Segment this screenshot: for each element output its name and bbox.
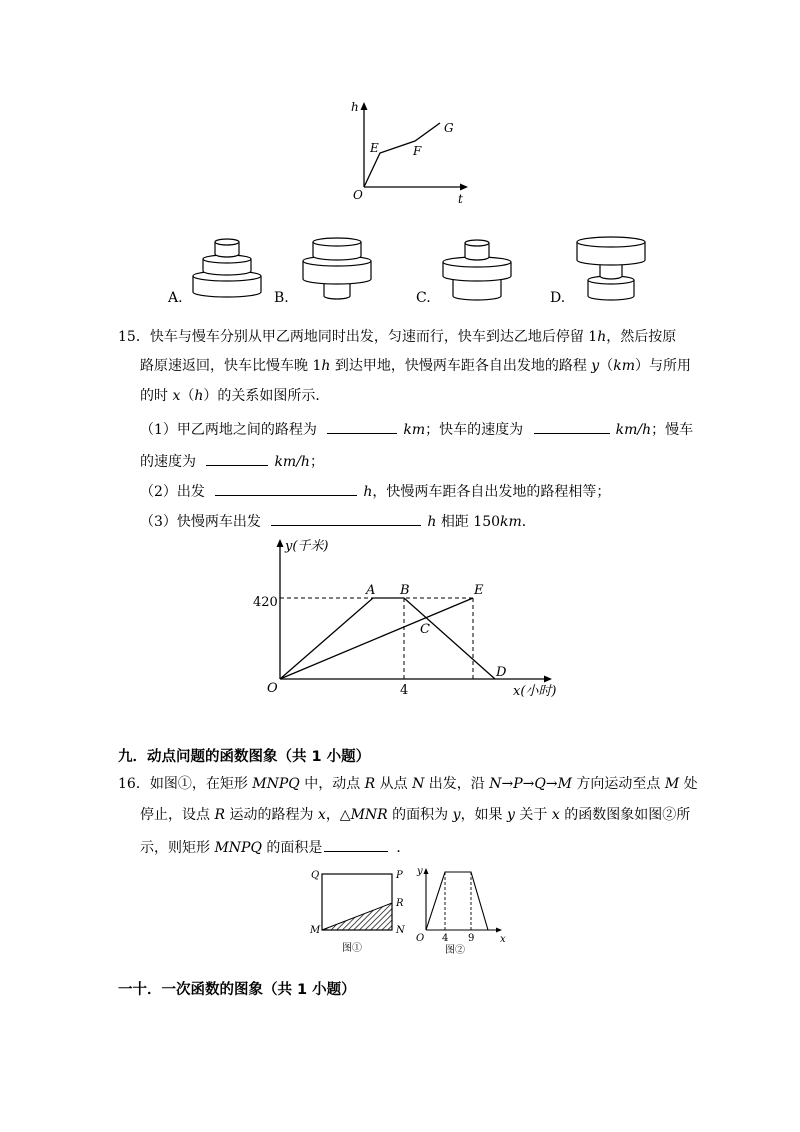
q15-part-3-tail: 相距 150 [436,514,501,530]
y-axis-arrow [277,539,284,547]
q16-l1-a: 16．如图①，在矩形 [118,776,253,792]
q15-part-1-line2: 的速度为 [140,454,196,470]
q16-line-3 [140,836,410,858]
point-g-label: G [444,121,454,135]
section-10-heading: 一十．一次函数的图象（共 1 小题） [118,982,356,998]
q16-l2-r: R [214,807,225,823]
q15-unit-h-1: h [597,329,607,345]
option-d-figure [575,234,655,306]
h-t-graph [340,95,480,207]
q15-part-1-line-1 [140,418,693,440]
point-f-label: F [413,144,422,158]
origin-o: O [267,681,278,696]
q15-paren-open: （ [599,358,614,374]
q15-unit-h-3: h [194,388,204,404]
option-d-label[interactable]: D. [550,290,566,306]
q16-l1-b: 中，动点 [299,776,365,792]
q15-unit-per-h-c: /h [296,454,310,470]
q15-part-1-tail: ；慢车 [651,422,694,438]
y-axis-label: y(千米) [285,539,329,554]
slow-car-line [280,598,473,679]
t-axis-arrow [460,184,468,191]
q15-blank-distance[interactable] [327,418,397,434]
shaded-triangle-mnr [322,903,392,930]
point-b: B [400,583,410,598]
q16-l2-y: y [452,807,461,823]
fig16-caption-2: 图② [445,945,465,956]
q15-unit-per-h-b: /h [637,422,652,438]
q16-triangle: MNR [350,807,388,823]
fig2-tick-9: 9 [468,933,475,944]
label-m: M [310,925,321,936]
q16-point-n: N [412,776,425,792]
q15-blank-slow-speed[interactable] [206,450,268,466]
q15-number: 15． [118,329,150,345]
q16-l1-c: 从点 [375,776,413,792]
q16-l1-d: 出发，沿 [424,776,490,792]
q16-l2-e: ，如果 [460,807,508,823]
fig16-function-graph [410,862,510,957]
q15-part-2-label: （2）出发 [140,484,205,500]
origin-label: O [353,188,363,202]
q15-blank-150km-time[interactable] [271,510,421,526]
fig2-label-y: y [417,866,423,877]
q15-paren-open-2: （ [180,388,195,404]
q15-unit-km-b: km [615,422,638,438]
q16-l2-c: ，△ [325,807,351,823]
fig2-y-arrow [424,868,429,874]
fast-car-line [280,598,495,679]
q15-part-3-label: （3）快慢两车出发 [140,514,261,530]
q15-blank-fast-speed[interactable] [534,418,610,434]
q15-stem-2-mid: 到达甲地，快慢两车距各自出发地的路程 [330,358,592,374]
q15-stem-line-1 [118,327,676,347]
q16-l3-b: 的面积是 [261,840,323,856]
q15-stem-2-end: ）与所用 [634,358,691,374]
h-axis-label: h [351,100,359,114]
q15-blank-equal-time[interactable] [215,480,357,496]
q16-l2-x2: x [551,807,560,823]
q16-point-m: M [664,776,680,792]
q16-l2-a: 停止，设点 [140,807,215,823]
option-a-figure [190,232,265,304]
point-c: C [420,622,430,637]
q16-rect-name: MNPQ [252,776,300,792]
q15-stem-3-end: ）的关系如图所示． [203,388,330,404]
q16-l3-end: ． [396,840,411,856]
q16-path: N→P→Q→M [489,776,572,792]
q15-part-2-tail: ，快慢两车距各自出发地的路程相等； [372,484,611,500]
label-n: N [396,925,405,936]
q16-l2-d: 的面积为 [387,807,453,823]
q16-l1-e: 方向运动至点 [571,776,665,792]
q16-blank-area[interactable] [324,836,388,852]
q15-stem-line-3 [140,386,329,406]
label-q: Q [311,870,320,881]
q15-distance-time-chart [245,530,585,710]
q15-var-x: x [172,388,181,404]
q15-part-1-end: ； [309,454,324,470]
q15-part-1-label: （1）甲乙两地之间的路程为 [140,422,317,438]
fig2-label-o: O [416,933,425,944]
q16-l1-f: 处 [679,776,698,792]
q15-part-3-end: ． [521,514,536,530]
option-b-figure [300,234,375,304]
q16-l3-a: 示，则矩形 [140,840,215,856]
h-curve [364,123,440,187]
q15-part-2-unit-h: h [363,484,373,500]
section-9-heading: 九．动点问题的函数图象（共 1 小题） [118,749,371,765]
q15-part-1-line-2 [140,450,324,472]
x-axis-label: x(小时) [513,684,557,699]
fig16-caption-1: 图① [342,943,362,954]
q15-stem-1-tail: ，然后按原 [606,329,677,345]
q16-l2-x: x [317,807,326,823]
q15-unit-km-a: km [403,422,426,438]
q15-part-3 [140,510,536,532]
q16-line-2 [140,805,690,825]
q15-unit-km: km [613,358,635,374]
t-axis-label: t [458,192,463,206]
q15-stem-1: 快车与慢车分别从甲乙两地同时出发，匀速而行，快车到达乙地后停留 1 [149,329,598,345]
q15-part-1-mid: ；快车的速度为 [425,422,524,438]
label-r: R [396,898,404,909]
h-axis-arrow [361,102,368,110]
option-b-label[interactable]: B. [274,290,289,306]
q15-part-2 [140,480,610,502]
point-a: A [366,583,376,598]
label-p: P [396,870,403,881]
q15-stem-3-pre: 的时 [140,388,173,404]
q15-unit-km-c: km [274,454,297,470]
point-e-label: E [370,141,379,155]
point-e: E [474,583,484,598]
fig2-trapezoid [426,872,488,930]
option-a-label[interactable]: A. [168,290,183,306]
fig2-x-arrow [496,928,502,933]
fig2-label-x: x [500,934,506,945]
q15-part-3-unit-h: h [427,514,437,530]
q15-var-y: y [591,358,600,374]
q16-l2-g: 的函数图象如图②所 [559,807,691,823]
q15-stem-line-2 [140,356,691,376]
fig16-rectangle [305,865,410,955]
q16-line-1 [118,774,698,794]
q15-stem-2: 路原速返回，快车比慢车晚 1 [140,358,322,374]
point-d: D [496,665,507,680]
q16-l2-y2: y [507,807,515,823]
option-c-figure [440,234,515,304]
y-tick-420: 420 [253,595,278,610]
fig2-tick-4: 4 [442,933,449,944]
q16-l3-rect: MNPQ [214,840,262,856]
q16-l2-f: 关于 [514,807,552,823]
q16-point-r: R [364,776,376,792]
x-tick-4: 4 [400,683,409,698]
option-c-label[interactable]: C. [416,290,431,306]
q15-unit-h-2: h [321,358,331,374]
x-axis-arrow [544,676,552,683]
q16-l2-b: 运动的路程为 [225,807,318,823]
q15-part-3-unit-km: km [500,514,522,530]
